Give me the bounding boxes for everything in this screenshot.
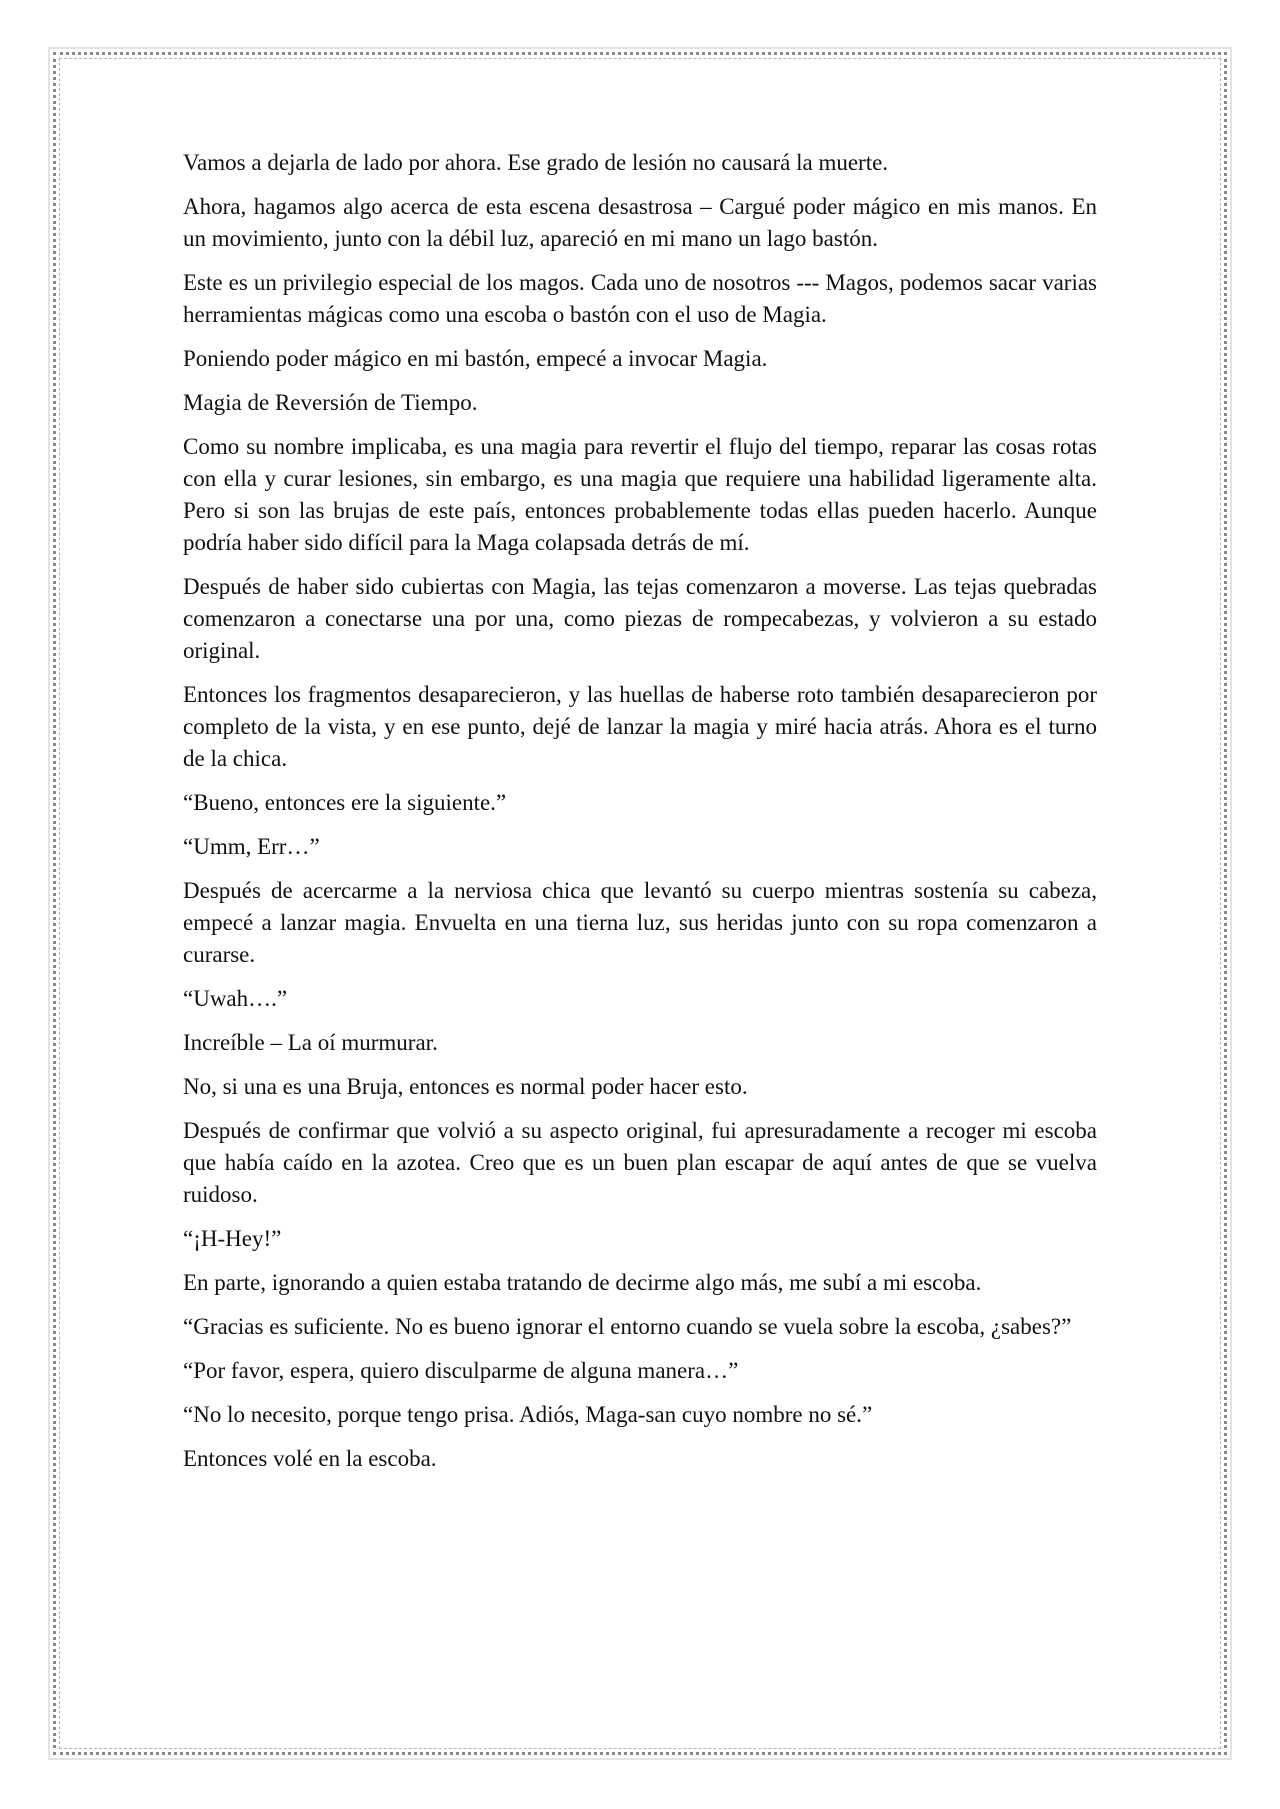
paragraph: Entonces volé en la escoba. <box>183 1446 437 1471</box>
body-text <box>183 147 1097 1487</box>
paragraph: En parte, ignorando a quien estaba tratando de decirme algo más, me subí a mi escoba. <box>183 1270 982 1295</box>
dialogue-line: “¡H-Hey!” <box>183 1226 282 1251</box>
paragraph: Entonces los fragmentos desaparecieron, y las huellas de haberse roto también desaparecieron por completo de la vista, y en ese punto, dejé de lanzar la magia y miré hacia atrás. Ahora es el turno de la chica. <box>183 682 1097 771</box>
dialogue-line: “Uwah….” <box>183 986 288 1011</box>
dialogue-line: “Bueno, entonces ere la siguiente.” <box>183 790 507 815</box>
paragraph: Poniendo poder mágico en mi bastón, empecé a invocar Magia. <box>183 346 768 371</box>
paragraph: Increíble – La oí murmurar. <box>183 1030 438 1055</box>
paragraph: Magia de Reversión de Tiempo. <box>183 390 478 415</box>
paragraph: Ahora, hagamos algo acerca de esta escena desastrosa – Cargué poder mágico en mis manos. En un movimiento, junto con la débil luz, apareció en mi mano un lago bastón. <box>183 194 1097 251</box>
paragraph: Este es un privilegio especial de los magos. Cada uno de nosotros --- Magos, podemos sacar varias herramientas mágicas como una escoba o bastón con el uso de Magia. <box>183 270 1097 327</box>
dialogue-line: “Umm, Err…” <box>183 834 320 859</box>
paragraph: No, si una es una Bruja, entonces es normal poder hacer esto. <box>183 1074 748 1099</box>
dialogue-line: “No lo necesito, porque tengo prisa. Adiós, Maga-san cuyo nombre no sé.” <box>183 1402 873 1427</box>
paragraph: Como su nombre implicaba, es una magia para revertir el flujo del tiempo, reparar las cosas rotas con ella y curar lesiones, sin embargo, es una magia que requiere una habilidad ligeramente alta. Pero si son las brujas de este país, entonces probablemente todas ellas pueden hacerlo. Aunque podría haber sido difícil para la Maga colapsada detrás de mí. <box>183 434 1097 555</box>
dialogue-line: “Por favor, espera, quiero disculparme de alguna manera…” <box>183 1358 739 1383</box>
paragraph: Después de confirmar que volvió a su aspecto original, fui apresuradamente a recoger mi escoba que había caído en la azotea. Creo que es un buen plan escapar de aquí antes de que se vuelva ruidoso. <box>183 1118 1097 1207</box>
paragraph: Después de acercarme a la nerviosa chica que levantó su cuerpo mientras sostenía su cabeza, empecé a lanzar magia. Envuelta en una tierna luz, sus heridas junto con su ropa comenzaron a curarse. <box>183 878 1097 967</box>
paragraph: Después de haber sido cubiertas con Magia, las tejas comenzaron a moverse. Las tejas quebradas comenzaron a conectarse una por una, como piezas de rompecabezas, y volvieron a su estado original. <box>183 574 1097 663</box>
dialogue-line: “Gracias es suficiente. No es bueno ignorar el entorno cuando se vuela sobre la escoba, ¿sabes?” <box>183 1314 1072 1339</box>
paragraph: Vamos a dejarla de lado por ahora. Ese grado de lesión no causará la muerte. <box>183 150 889 175</box>
